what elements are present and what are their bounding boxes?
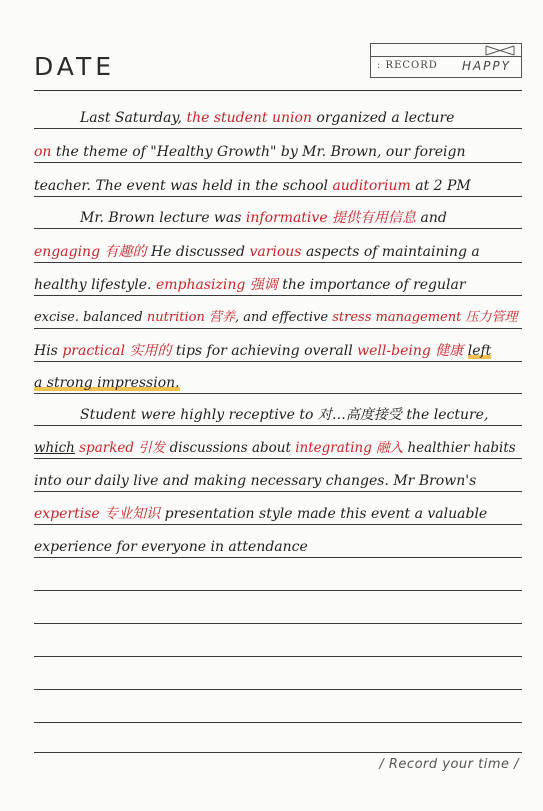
note-text: Last Saturday, [80, 110, 182, 126]
note-keyword: on [34, 144, 52, 160]
highlighted-text: left [467, 343, 492, 359]
note-keyword: sparked 引发 [79, 440, 166, 456]
note-text: excise. balanced [34, 310, 143, 325]
note-keyword: expertise 专业知识 [34, 506, 161, 522]
note-text: He discussed [150, 244, 245, 260]
note-line-2 [34, 140, 522, 164]
note-text: into our daily live and making necessary changes. Mr Brown's [34, 473, 477, 489]
ruled-line [34, 623, 522, 624]
ruled-line [34, 590, 522, 591]
note-line-4 [34, 206, 522, 230]
note-keyword: informative 提供有用信息 [245, 210, 417, 226]
note-text: the importance of regular [282, 277, 466, 293]
note-keyword: well-being 健康 [357, 343, 464, 359]
note-line-14 [34, 535, 522, 559]
note-keyword: the student union [186, 110, 312, 126]
note-line-10 [34, 403, 522, 427]
note-line-11 [34, 436, 522, 460]
note-text: teacher. The event was held in the school [34, 178, 328, 194]
date-label: DATE [34, 52, 116, 81]
note-text: organized a lecture [316, 110, 455, 126]
ruled-line [34, 752, 522, 753]
note-line-13 [34, 502, 522, 526]
note-keyword: integrating 融入 [295, 440, 404, 456]
note-keyword: engaging 有趣的 [34, 244, 147, 260]
note-line-9 [34, 371, 522, 395]
happy-label: HAPPY [461, 59, 511, 73]
bowtie-icon [485, 45, 515, 56]
note-text: and [420, 210, 447, 226]
note-text: discussions about [169, 440, 291, 456]
note-keyword: stress management 压力管理 [332, 310, 518, 325]
note-line-5 [34, 240, 522, 264]
note-keyword: auditorium [332, 178, 411, 194]
footer-caption: / Record your time / [379, 757, 519, 772]
header-rule [34, 90, 522, 91]
note-keyword: various [249, 244, 302, 260]
note-text: at 2 PM [415, 178, 471, 194]
note-keyword: practical 实用的 [62, 343, 172, 359]
note-text: tips for achieving overall [175, 343, 353, 359]
note-text: the theme of "Healthy Growth" by Mr. Brown, our foreign [55, 144, 466, 160]
ruled-line [34, 689, 522, 690]
note-text: healthier habits [407, 440, 516, 456]
note-line-12 [34, 469, 522, 493]
record-box [370, 43, 522, 78]
note-line-8 [34, 339, 522, 363]
note-line-1 [34, 106, 522, 130]
note-keyword: nutrition 营养 [146, 310, 235, 325]
note-text: experience for everyone in attendance [34, 539, 308, 555]
note-keyword: emphasizing 强调 [155, 277, 278, 293]
ruled-line [34, 656, 522, 657]
note-line-7 [34, 306, 522, 330]
note-text: which [34, 440, 75, 456]
note-text: aspects of maintaining a [305, 244, 480, 260]
note-text: presentation style made this event a valuable [164, 506, 488, 522]
note-text: His [34, 343, 58, 359]
note-text: , and effective [234, 310, 329, 325]
highlighted-text: a strong impression. [34, 375, 180, 391]
record-label: : RECORD [377, 60, 438, 71]
note-text: healthy lifestyle. [34, 277, 152, 293]
note-text: Student were highly receptive to 对…高度接受 the lecture, [80, 407, 489, 423]
note-line-6 [34, 273, 522, 297]
ruled-line [34, 722, 522, 723]
note-line-3 [34, 174, 522, 198]
note-text: Mr. Brown lecture was [80, 210, 242, 226]
